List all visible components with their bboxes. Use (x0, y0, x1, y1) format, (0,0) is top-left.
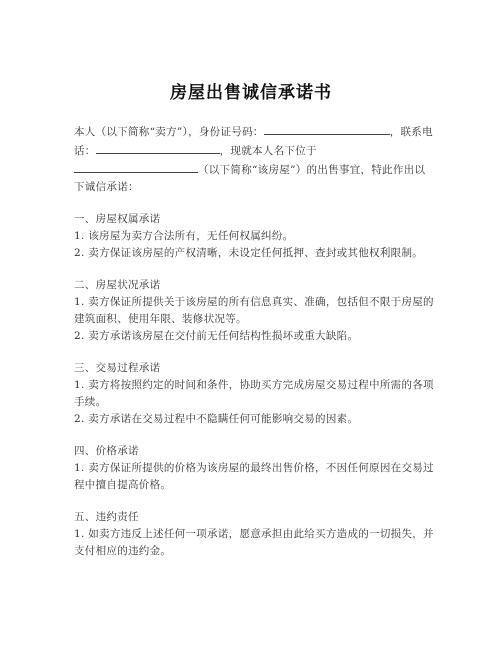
list-item: 1. 卖方保证所提供的价格为该房屋的最终出售价格，不因任何原因在交易过程中擅自提高价格。 (74, 462, 434, 491)
list-item: 2. 卖方承诺在交易过程中不隐瞒任何可能影响交易的因素。 (74, 413, 359, 425)
intro-text (74, 122, 436, 196)
intro-text-part3: ，现就本人名下位于 (219, 145, 317, 157)
list-item: 1. 卖方将按照约定的时间和条件，协助买方完成房屋交易过程中所需的各项手续。 (74, 379, 434, 408)
section-heading: 三、交易过程承诺 (74, 362, 161, 374)
property-address-blank[interactable] (74, 160, 198, 173)
list-item: 1. 该房屋为卖方合法所有，无任何权属纠纷。 (74, 230, 294, 242)
intro-paragraph (74, 122, 436, 196)
list-item: 1. 卖方保证所提供关于该房屋的所有信息真实、准确，包括但不限于房屋的建筑面积、使用年限、装修状况等。 (74, 296, 434, 325)
section-transaction (74, 360, 436, 428)
intro-text-part4: （以下简称“该房屋”）的出售事宜，特此作出以下诚信承诺： (74, 164, 426, 193)
section-heading: 四、价格承诺 (74, 445, 139, 457)
list-item: 2. 卖方承诺该房屋在交付前无任何结构性损坏或重大缺陷。 (74, 330, 359, 342)
section-heading: 一、房屋权属承诺 (74, 213, 161, 225)
list-item: 1. 如卖方违反上述任何一项承诺，愿意承担由此给买方造成的一切损失，并支付相应的违约金。 (74, 528, 434, 557)
section-price (74, 443, 436, 494)
document-title: 房屋出售诚信承诺书 (170, 83, 332, 103)
section-heading: 二、房屋状况承诺 (74, 279, 161, 291)
document-body (74, 122, 436, 560)
section-heading: 五、违约责任 (74, 511, 139, 523)
section-liability (74, 509, 436, 560)
phone-number-blank[interactable] (96, 141, 220, 154)
section-ownership (74, 211, 436, 262)
id-number-blank[interactable] (264, 122, 390, 135)
section-condition (74, 277, 436, 345)
intro-text-part2: ，联系电话： (74, 126, 433, 157)
intro-text-part1: 本人（以下简称“卖方”），身份证号码： (74, 126, 264, 138)
list-item: 2. 卖方保证该房屋的产权清晰，未设定任何抵押、查封或其他权利限制。 (74, 247, 424, 259)
